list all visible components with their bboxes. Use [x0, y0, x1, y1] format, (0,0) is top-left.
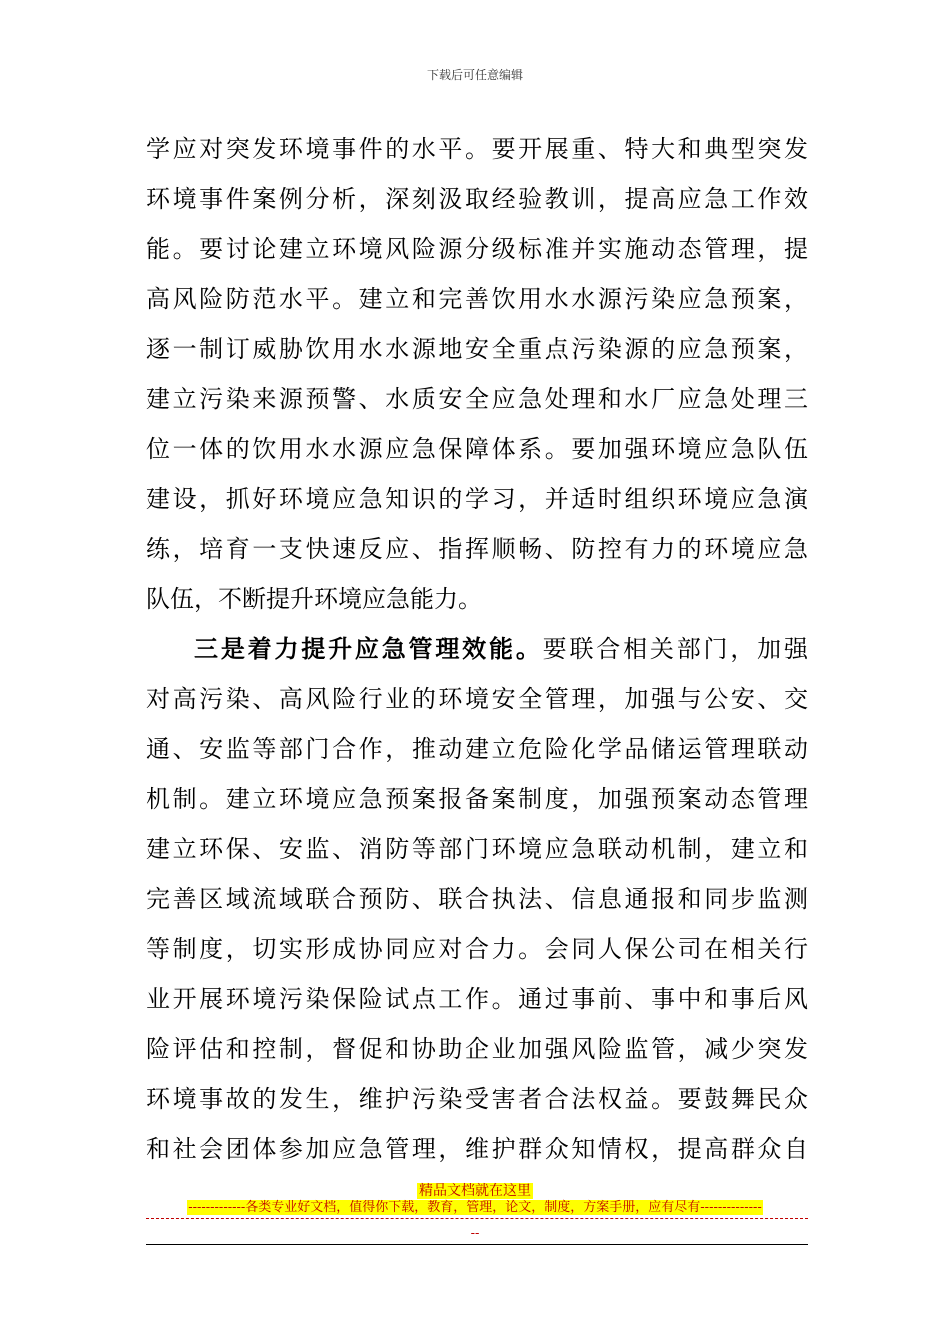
text-line: 完善区域流域联合预防、联合执法、信息通报和同步监测 [146, 885, 808, 913]
paragraph-first-line [146, 624, 808, 674]
paragraph-lead: 三是着力提升应急管理效能。 [194, 635, 543, 663]
text-line: 练，培育一支快速反应、指挥顺畅、防控有力的环境应急 [146, 535, 808, 563]
document-body [146, 124, 808, 1174]
text-line: 逐一制订威胁饮用水水源地安全重点污染源的应急预案， [146, 335, 808, 363]
page-header: 下载后可任意编辑 [426, 68, 523, 82]
text-line: 业开展环境污染保险试点工作。通过事前、事中和事后风 [146, 985, 808, 1013]
text-line: 环境事件案例分析，深刻汲取经验教训，提高应急工作效 [146, 185, 808, 213]
text-line: 高风险防范水平。建立和完善饮用水水源污染应急预案， [146, 285, 808, 313]
paragraph-first-rest: 要联合相关部门，加强 [542, 635, 809, 663]
text-line: 队伍，不断提升环境应急能力。 [146, 585, 482, 613]
footer-promo [0, 1196, 950, 1215]
text-line: 机制。建立环境应急预案报备案制度，加强预案动态管理 [146, 785, 808, 813]
text-line: 险评估和控制，督促和协助企业加强风险监管，减少突发 [146, 1035, 808, 1063]
footer-solid-rule [146, 1244, 808, 1245]
footer-promo-text: -------------各类专业好文档，值得你下载，教育，管理，论文，制度，方案手册，应有尽有-------------- [188, 1200, 762, 1215]
footer-dash-tail: -- [470, 1226, 480, 1241]
text-line: 能。要讨论建立环境风险源分级标准并实施动态管理，提 [146, 235, 808, 263]
text-line: 对高污染、高风险行业的环境安全管理，加强与公安、交 [146, 685, 808, 713]
text-line: 通、安监等部门合作，推动建立危险化学品储运管理联动 [146, 735, 808, 763]
text-line: 建立污染来源预警、水质安全应急处理和水厂应急处理三 [146, 385, 808, 413]
text-line: 和社会团体参加应急管理，维护群众知情权，提高群众自 [146, 1135, 808, 1163]
text-line: 等制度，切实形成协同应对合力。会同人保公司在相关行 [146, 935, 808, 963]
text-line: 建设，抓好环境应急知识的学习，并适时组织环境应急演 [146, 485, 808, 513]
text-line: 学应对突发环境事件的水平。要开展重、特大和典型突发 [146, 135, 808, 163]
text-line: 环境事故的发生，维护污染受害者合法权益。要鼓舞民众 [146, 1085, 808, 1113]
footer-title-text: 精品文档就在这里 [419, 1183, 531, 1199]
footer-dashed-rule [146, 1218, 808, 1219]
text-line: 建立环保、安监、消防等部门环境应急联动机制，建立和 [146, 835, 808, 863]
text-line: 位一体的饮用水水源应急保障体系。要加强环境应急队伍 [146, 435, 808, 463]
